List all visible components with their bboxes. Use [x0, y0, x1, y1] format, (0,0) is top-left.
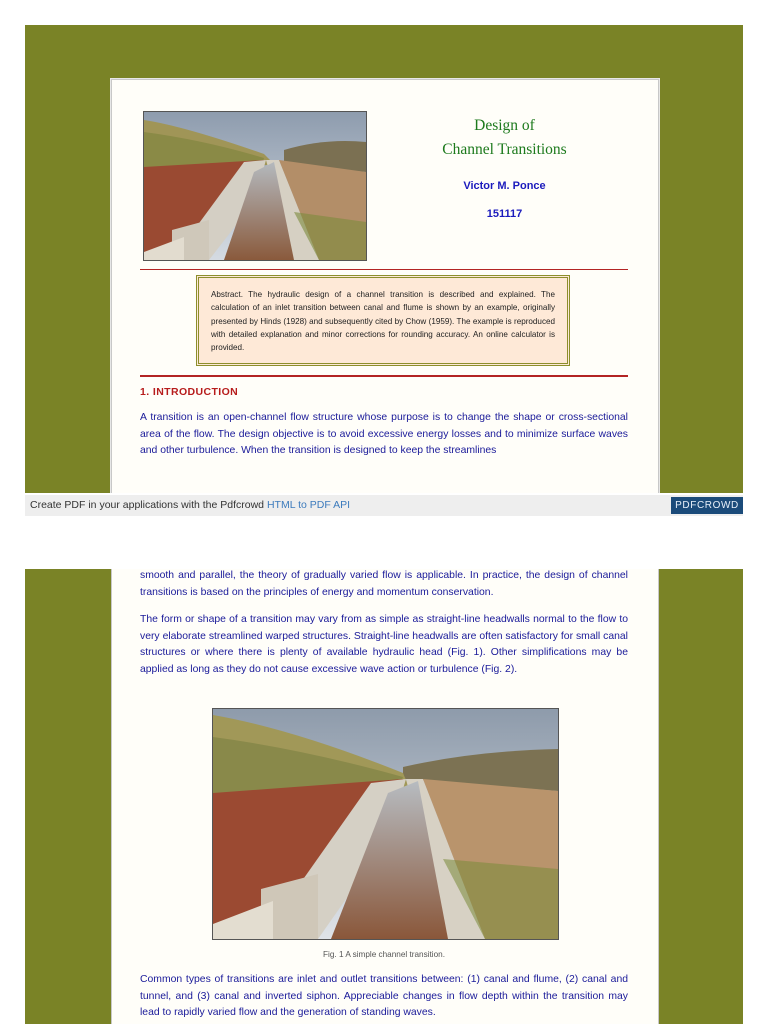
abstract-box	[196, 275, 570, 366]
pdf-page-2	[25, 569, 743, 1024]
pdfcrowd-footer-bar	[25, 495, 743, 516]
canal-photo-figure-1	[212, 708, 559, 940]
section-heading: 1. INTRODUCTION	[140, 386, 239, 398]
title-line-1: Design of	[474, 117, 535, 134]
pdfcrowd-button[interactable]: PDFCROWD	[671, 497, 743, 514]
title-line-2: Channel Transitions	[442, 141, 567, 158]
continuation-paragraph: smooth and parallel, the theory of gradually varied flow is applicable. In practice, the design of channel transitions is based on the principles of energy and momentum conservation.	[140, 570, 628, 598]
figure-caption: Fig. 1 A simple channel transition.	[323, 950, 445, 959]
paragraph-transition-form: The form or shape of a transition may vary from as simple as straight-line headwalls normal to the flow to very elaborate streamlined warped structures. Straight-line headwalls are often satisfactory for small canal structures or where there is plenty of available hydraulic head (Fig. 1). Other simplifications may be applied as long as they do not cause excessive wave action or turbulence (Fig. 2).	[140, 614, 628, 675]
abstract-text: Abstract. The hydraulic design of a channel transition is described and explained. The calculation of an inlet transition between canal and flume is shown by an example, originally presented by Hinds (1928) and subsequently cited by Chow (1959). The example is reproduced with detailed explanation and minor corrections for rounding accuracy. An online calculator is provided.	[211, 290, 555, 353]
divider-top	[140, 269, 628, 270]
divider-bottom	[140, 375, 628, 377]
paragraph-transition-types: Common types of transitions are inlet and outlet transitions between: (1) canal and flume, (2) canal and tunnel, and (3) canal and inverted siphon. Appreciable changes in flow depth within the transition may lead to rapidly varied flow and the generation of standing waves.	[140, 974, 628, 1019]
canal-photo-thumbnail	[143, 111, 367, 261]
author-name: Victor M. Ponce	[463, 180, 546, 192]
intro-paragraph: A transition is an open-channel flow structure whose purpose is to change the shape or cross-sectional area of the flow. The design objective is to avoid excessive energy losses and to minimize surface waves and other turbulence. When the transition is designed to keep the streamlines	[140, 412, 628, 457]
date-code: 151117	[486, 208, 523, 220]
pdfcrowd-prefix: Create PDF in your applications with the Pdfcrowd	[30, 499, 267, 511]
document-sheet-2	[111, 569, 659, 1024]
document-title	[412, 114, 597, 162]
document-sheet	[111, 79, 659, 493]
pdfcrowd-text	[30, 495, 350, 516]
pdf-page-1	[25, 25, 743, 493]
html-to-pdf-api-link[interactable]: HTML to PDF API	[266, 499, 350, 511]
